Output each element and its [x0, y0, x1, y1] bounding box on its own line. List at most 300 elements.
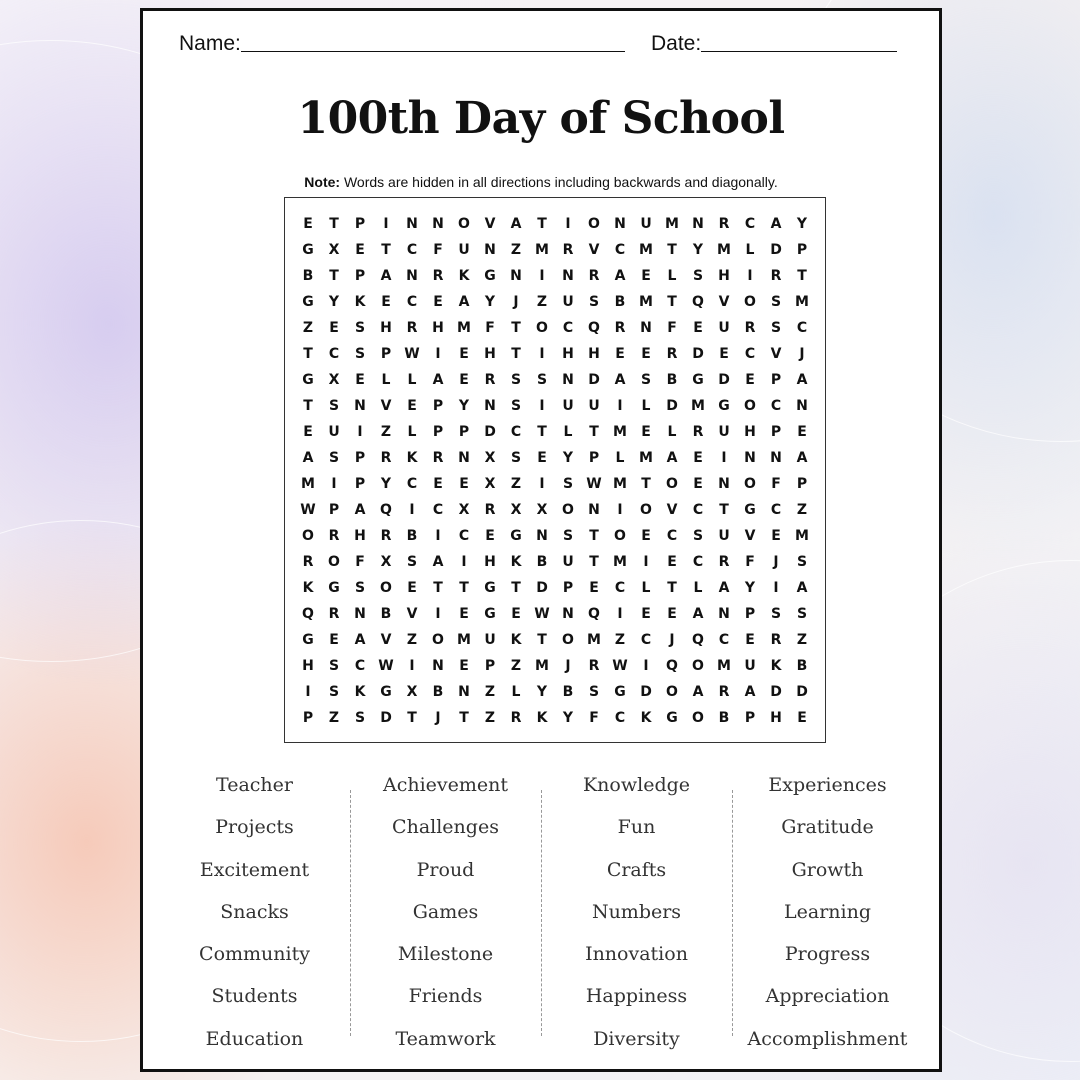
grid-letter[interactable]: U — [562, 554, 574, 570]
grid-letter[interactable]: E — [641, 268, 651, 284]
grid-letter[interactable]: P — [744, 606, 756, 622]
grid-letter[interactable]: A — [796, 372, 808, 388]
grid-letter[interactable]: K — [770, 658, 782, 674]
grid-letter[interactable]: E — [433, 294, 443, 310]
grid-letter[interactable]: D — [718, 372, 730, 388]
grid-letter[interactable]: C — [692, 502, 704, 518]
grid-letter[interactable]: E — [433, 476, 443, 492]
date-field[interactable] — [651, 31, 897, 56]
grid-letter[interactable]: I — [461, 554, 467, 570]
grid-letter[interactable]: O — [432, 632, 444, 648]
grid-letter[interactable]: G — [666, 710, 678, 726]
grid-letter[interactable]: B — [536, 554, 548, 570]
grid-letter[interactable]: F — [771, 476, 781, 492]
grid-letter[interactable]: N — [718, 476, 730, 492]
grid-letter[interactable]: I — [435, 528, 441, 544]
grid-letter[interactable]: C — [666, 528, 678, 544]
grid-letter[interactable]: O — [458, 216, 470, 232]
grid-letter[interactable]: Q — [692, 294, 704, 310]
grid-letter[interactable]: T — [511, 346, 521, 362]
grid-letter[interactable]: W — [586, 476, 602, 492]
grid-letter[interactable]: M — [613, 476, 627, 492]
grid-letter[interactable]: B — [718, 710, 730, 726]
grid-letter[interactable]: O — [328, 554, 340, 570]
grid-letter[interactable]: P — [796, 242, 808, 258]
grid-letter[interactable]: E — [745, 372, 755, 388]
grid-letter[interactable]: M — [691, 398, 705, 414]
grid-letter[interactable]: I — [617, 502, 623, 518]
grid-letter[interactable]: C — [770, 398, 782, 414]
grid-letter[interactable]: H — [432, 320, 444, 336]
grid-letter[interactable]: N — [536, 528, 548, 544]
grid-letter[interactable]: V — [380, 632, 392, 648]
grid-letter[interactable]: I — [565, 216, 571, 232]
grid-letter[interactable]: R — [484, 372, 496, 388]
grid-letter[interactable]: Y — [692, 242, 704, 258]
grid-letter[interactable]: C — [406, 242, 418, 258]
grid-letter[interactable]: A — [770, 216, 782, 232]
grid-letter[interactable]: D — [666, 398, 678, 414]
grid-letter[interactable]: G — [302, 242, 314, 258]
grid-letter[interactable]: M — [795, 294, 809, 310]
grid-letter[interactable]: I — [357, 424, 363, 440]
grid-letter[interactable]: U — [744, 658, 756, 674]
grid-letter[interactable]: K — [536, 710, 548, 726]
grid-letter[interactable]: Y — [744, 580, 756, 596]
grid-letter[interactable]: X — [484, 476, 496, 492]
grid-letter[interactable]: T — [381, 242, 391, 258]
grid-letter[interactable]: U — [588, 398, 600, 414]
grid-letter[interactable]: T — [329, 216, 339, 232]
grid-letter[interactable]: M — [717, 658, 731, 674]
grid-letter[interactable]: U — [484, 632, 496, 648]
grid-letter[interactable]: P — [562, 580, 574, 596]
grid-letter[interactable]: I — [435, 606, 441, 622]
grid-letter[interactable]: P — [484, 658, 496, 674]
grid-letter[interactable]: S — [354, 710, 366, 726]
grid-letter[interactable]: E — [797, 710, 807, 726]
grid-letter[interactable]: R — [718, 684, 730, 700]
grid-letter[interactable]: A — [432, 554, 444, 570]
grid-letter[interactable]: Z — [614, 632, 626, 648]
grid-letter[interactable]: E — [693, 476, 703, 492]
grid-letter[interactable]: F — [589, 710, 599, 726]
grid-letter[interactable]: T — [303, 346, 313, 362]
grid-letter[interactable]: S — [770, 320, 782, 336]
grid-letter[interactable]: M — [613, 554, 627, 570]
grid-letter[interactable]: T — [667, 242, 677, 258]
grid-letter[interactable]: J — [773, 554, 779, 570]
grid-letter[interactable]: N — [562, 606, 574, 622]
grid-letter[interactable]: V — [380, 398, 392, 414]
grid-letter[interactable]: L — [693, 580, 703, 596]
grid-letter[interactable]: B — [302, 268, 314, 284]
grid-letter[interactable]: I — [721, 450, 727, 466]
grid-letter[interactable]: R — [406, 320, 418, 336]
grid-letter[interactable]: N — [406, 268, 418, 284]
grid-letter[interactable]: D — [770, 684, 782, 700]
grid-letter[interactable]: B — [796, 658, 808, 674]
grid-letter[interactable]: Y — [796, 216, 808, 232]
grid-letter[interactable]: T — [537, 216, 547, 232]
grid-letter[interactable]: O — [692, 658, 704, 674]
grid-letter[interactable]: T — [719, 502, 729, 518]
grid-letter[interactable]: X — [328, 242, 340, 258]
grid-letter[interactable]: P — [588, 450, 600, 466]
grid-letter[interactable]: N — [432, 216, 444, 232]
name-line[interactable] — [241, 31, 625, 52]
grid-letter[interactable]: T — [589, 528, 599, 544]
grid-letter[interactable]: Y — [562, 450, 574, 466]
grid-letter[interactable]: U — [328, 424, 340, 440]
grid-letter[interactable]: B — [614, 294, 626, 310]
grid-letter[interactable]: N — [510, 268, 522, 284]
grid-letter[interactable]: Z — [484, 684, 496, 700]
grid-letter[interactable]: O — [380, 580, 392, 596]
grid-letter[interactable]: O — [640, 502, 652, 518]
grid-letter[interactable]: N — [588, 502, 600, 518]
grid-letter[interactable]: R — [432, 268, 444, 284]
grid-letter[interactable]: B — [380, 606, 392, 622]
grid-letter[interactable]: T — [511, 580, 521, 596]
grid-letter[interactable]: E — [667, 554, 677, 570]
grid-letter[interactable]: S — [354, 320, 366, 336]
grid-letter[interactable]: S — [354, 346, 366, 362]
grid-letter[interactable]: O — [302, 528, 314, 544]
grid-letter[interactable]: T — [511, 320, 521, 336]
grid-letter[interactable]: R — [380, 528, 392, 544]
grid-letter[interactable]: Y — [380, 476, 392, 492]
grid-letter[interactable]: J — [435, 710, 441, 726]
grid-letter[interactable]: Q — [588, 606, 600, 622]
grid-letter[interactable]: S — [796, 554, 808, 570]
grid-letter[interactable]: G — [718, 398, 730, 414]
grid-letter[interactable]: C — [562, 320, 574, 336]
grid-letter[interactable]: L — [381, 372, 391, 388]
grid-letter[interactable]: I — [331, 476, 337, 492]
grid-letter[interactable]: T — [459, 580, 469, 596]
grid-letter[interactable]: P — [328, 502, 340, 518]
grid-letter[interactable]: O — [536, 320, 548, 336]
grid-letter[interactable]: T — [537, 632, 547, 648]
grid-letter[interactable]: I — [643, 554, 649, 570]
grid-letter[interactable]: S — [562, 476, 574, 492]
grid-letter[interactable]: T — [329, 268, 339, 284]
grid-letter[interactable]: L — [563, 424, 573, 440]
grid-letter[interactable]: O — [562, 632, 574, 648]
grid-letter[interactable]: C — [614, 710, 626, 726]
grid-letter[interactable]: K — [510, 632, 522, 648]
grid-letter[interactable]: A — [354, 502, 366, 518]
grid-letter[interactable]: V — [588, 242, 600, 258]
grid-letter[interactable]: I — [435, 346, 441, 362]
grid-letter[interactable]: M — [535, 242, 549, 258]
grid-letter[interactable]: K — [302, 580, 314, 596]
grid-letter[interactable]: Z — [510, 242, 522, 258]
grid-letter[interactable]: Z — [380, 424, 392, 440]
grid-letter[interactable]: C — [692, 554, 704, 570]
grid-letter[interactable]: X — [484, 450, 496, 466]
grid-letter[interactable]: Y — [458, 398, 470, 414]
grid-letter[interactable]: Y — [328, 294, 340, 310]
grid-letter[interactable]: S — [770, 294, 782, 310]
grid-letter[interactable]: Y — [536, 684, 548, 700]
grid-letter[interactable]: N — [744, 450, 756, 466]
grid-letter[interactable]: A — [666, 450, 678, 466]
grid-letter[interactable]: P — [354, 450, 366, 466]
grid-letter[interactable]: D — [692, 346, 704, 362]
grid-letter[interactable]: Z — [302, 320, 314, 336]
grid-letter[interactable]: D — [796, 684, 808, 700]
grid-letter[interactable]: E — [407, 580, 417, 596]
grid-letter[interactable]: H — [562, 346, 574, 362]
grid-letter[interactable]: I — [305, 684, 311, 700]
grid-letter[interactable]: T — [407, 710, 417, 726]
grid-letter[interactable]: N — [406, 216, 418, 232]
grid-letter[interactable]: P — [302, 710, 314, 726]
grid-letter[interactable]: Z — [796, 632, 808, 648]
grid-letter[interactable]: N — [354, 398, 366, 414]
grid-letter[interactable]: P — [354, 268, 366, 284]
grid-letter[interactable]: N — [640, 320, 652, 336]
grid-letter[interactable]: T — [459, 710, 469, 726]
grid-letter[interactable]: Q — [302, 606, 314, 622]
grid-letter[interactable]: R — [770, 268, 782, 284]
grid-letter[interactable]: E — [355, 242, 365, 258]
grid-letter[interactable]: G — [692, 372, 704, 388]
grid-letter[interactable]: D — [380, 710, 392, 726]
grid-letter[interactable]: N — [484, 242, 496, 258]
grid-letter[interactable]: X — [536, 502, 548, 518]
grid-letter[interactable]: C — [614, 580, 626, 596]
grid-letter[interactable]: P — [770, 424, 782, 440]
grid-letter[interactable]: A — [354, 632, 366, 648]
grid-letter[interactable]: V — [666, 502, 678, 518]
grid-letter[interactable]: R — [484, 502, 496, 518]
grid-letter[interactable]: V — [406, 606, 418, 622]
grid-letter[interactable]: L — [407, 424, 417, 440]
grid-letter[interactable]: I — [617, 398, 623, 414]
grid-letter[interactable]: I — [539, 476, 545, 492]
grid-letter[interactable]: C — [640, 632, 652, 648]
grid-letter[interactable]: Z — [328, 710, 340, 726]
grid-letter[interactable]: C — [796, 320, 808, 336]
grid-letter[interactable]: W — [612, 658, 628, 674]
grid-letter[interactable]: C — [354, 658, 366, 674]
grid-letter[interactable]: F — [485, 320, 495, 336]
grid-letter[interactable]: A — [432, 372, 444, 388]
grid-letter[interactable]: P — [744, 710, 756, 726]
grid-letter[interactable]: A — [614, 372, 626, 388]
grid-letter[interactable]: X — [328, 372, 340, 388]
grid-letter[interactable]: E — [459, 372, 469, 388]
grid-letter[interactable]: R — [588, 268, 600, 284]
grid-letter[interactable]: S — [562, 528, 574, 544]
grid-letter[interactable]: B — [562, 684, 574, 700]
grid-letter[interactable]: S — [328, 450, 340, 466]
grid-letter[interactable]: G — [744, 502, 756, 518]
grid-letter[interactable]: P — [432, 424, 444, 440]
grid-letter[interactable]: A — [796, 580, 808, 596]
grid-letter[interactable]: R — [718, 554, 730, 570]
grid-letter[interactable]: N — [484, 398, 496, 414]
grid-letter[interactable]: S — [510, 372, 522, 388]
grid-letter[interactable]: F — [667, 320, 677, 336]
grid-letter[interactable]: V — [484, 216, 496, 232]
grid-letter[interactable]: Z — [484, 710, 496, 726]
grid-letter[interactable]: H — [354, 528, 366, 544]
grid-letter[interactable]: I — [409, 658, 415, 674]
grid-letter[interactable]: J — [799, 346, 805, 362]
grid-letter[interactable]: N — [614, 216, 626, 232]
grid-letter[interactable]: I — [539, 268, 545, 284]
grid-letter[interactable]: E — [719, 346, 729, 362]
grid-letter[interactable]: O — [562, 502, 574, 518]
grid-letter[interactable]: H — [744, 424, 756, 440]
grid-letter[interactable]: V — [744, 528, 756, 544]
grid-letter[interactable]: T — [641, 476, 651, 492]
date-line[interactable] — [701, 31, 897, 52]
grid-letter[interactable]: H — [302, 658, 314, 674]
grid-letter[interactable]: T — [589, 424, 599, 440]
grid-letter[interactable]: G — [328, 580, 340, 596]
grid-letter[interactable]: N — [770, 450, 782, 466]
grid-letter[interactable]: F — [745, 554, 755, 570]
grid-letter[interactable]: H — [718, 268, 730, 284]
grid-letter[interactable]: X — [380, 554, 392, 570]
grid-letter[interactable]: W — [378, 658, 394, 674]
grid-letter[interactable]: A — [692, 684, 704, 700]
grid-letter[interactable]: E — [693, 450, 703, 466]
grid-letter[interactable]: C — [406, 476, 418, 492]
grid-letter[interactable]: K — [510, 554, 522, 570]
grid-letter[interactable]: G — [302, 294, 314, 310]
grid-letter[interactable]: E — [329, 632, 339, 648]
grid-letter[interactable]: B — [432, 684, 444, 700]
grid-letter[interactable]: R — [302, 554, 314, 570]
grid-letter[interactable]: S — [328, 658, 340, 674]
grid-letter[interactable]: S — [510, 450, 522, 466]
grid-letter[interactable]: E — [303, 424, 313, 440]
grid-letter[interactable]: E — [641, 606, 651, 622]
grid-letter[interactable]: Y — [484, 294, 496, 310]
grid-letter[interactable]: M — [535, 658, 549, 674]
grid-letter[interactable]: L — [667, 268, 677, 284]
grid-letter[interactable]: E — [329, 320, 339, 336]
grid-letter[interactable]: S — [770, 606, 782, 622]
grid-letter[interactable]: K — [354, 294, 366, 310]
grid-letter[interactable]: N — [354, 606, 366, 622]
grid-letter[interactable]: U — [562, 398, 574, 414]
grid-letter[interactable]: M — [639, 450, 653, 466]
grid-letter[interactable]: N — [562, 372, 574, 388]
grid-letter[interactable]: O — [744, 476, 756, 492]
grid-letter[interactable]: Z — [510, 476, 522, 492]
grid-letter[interactable]: T — [303, 398, 313, 414]
grid-letter[interactable]: N — [796, 398, 808, 414]
grid-letter[interactable]: R — [718, 216, 730, 232]
grid-letter[interactable]: L — [615, 450, 625, 466]
grid-letter[interactable]: S — [692, 268, 704, 284]
grid-letter[interactable]: K — [354, 684, 366, 700]
grid-letter[interactable]: C — [718, 632, 730, 648]
grid-letter[interactable]: Z — [796, 502, 808, 518]
grid-letter[interactable]: K — [640, 710, 652, 726]
grid-letter[interactable]: L — [511, 684, 521, 700]
grid-letter[interactable]: Y — [562, 710, 574, 726]
grid-letter[interactable]: S — [406, 554, 418, 570]
grid-letter[interactable]: C — [510, 424, 522, 440]
grid-letter[interactable]: G — [614, 684, 626, 700]
grid-letter[interactable]: G — [510, 528, 522, 544]
grid-letter[interactable]: S — [510, 398, 522, 414]
grid-letter[interactable]: E — [407, 398, 417, 414]
grid-letter[interactable]: H — [588, 346, 600, 362]
grid-letter[interactable]: P — [380, 346, 392, 362]
grid-letter[interactable]: E — [485, 528, 495, 544]
grid-letter[interactable]: U — [718, 320, 730, 336]
grid-letter[interactable]: D — [536, 580, 548, 596]
grid-letter[interactable]: S — [796, 606, 808, 622]
grid-letter[interactable]: Z — [406, 632, 418, 648]
grid-letter[interactable]: I — [617, 606, 623, 622]
grid-letter[interactable]: P — [770, 372, 782, 388]
grid-letter[interactable]: A — [380, 268, 392, 284]
grid-letter[interactable]: R — [744, 320, 756, 336]
grid-letter[interactable]: O — [744, 398, 756, 414]
grid-letter[interactable]: E — [589, 580, 599, 596]
grid-letter[interactable]: T — [433, 580, 443, 596]
grid-letter[interactable]: S — [588, 294, 600, 310]
grid-letter[interactable]: R — [666, 346, 678, 362]
grid-letter[interactable]: A — [614, 268, 626, 284]
grid-letter[interactable]: S — [328, 684, 340, 700]
grid-letter[interactable]: A — [458, 294, 470, 310]
grid-letter[interactable]: S — [640, 372, 652, 388]
grid-letter[interactable]: M — [639, 242, 653, 258]
grid-letter[interactable]: I — [773, 580, 779, 596]
grid-letter[interactable]: H — [380, 320, 392, 336]
grid-letter[interactable]: K — [406, 450, 418, 466]
grid-letter[interactable]: C — [458, 528, 470, 544]
grid-letter[interactable]: C — [328, 346, 340, 362]
grid-letter[interactable]: X — [406, 684, 418, 700]
grid-letter[interactable]: C — [744, 346, 756, 362]
grid-letter[interactable]: E — [303, 216, 313, 232]
grid-letter[interactable]: C — [770, 502, 782, 518]
grid-letter[interactable]: N — [692, 216, 704, 232]
grid-letter[interactable]: T — [589, 554, 599, 570]
grid-letter[interactable]: M — [795, 528, 809, 544]
grid-letter[interactable]: P — [458, 424, 470, 440]
grid-letter[interactable]: V — [718, 294, 730, 310]
grid-letter[interactable]: J — [669, 632, 675, 648]
grid-letter[interactable]: L — [641, 398, 651, 414]
grid-letter[interactable]: A — [692, 606, 704, 622]
grid-letter[interactable]: Q — [666, 658, 678, 674]
grid-letter[interactable]: M — [613, 424, 627, 440]
grid-letter[interactable]: I — [383, 216, 389, 232]
grid-letter[interactable]: L — [641, 580, 651, 596]
grid-letter[interactable]: G — [484, 268, 496, 284]
grid-letter[interactable]: T — [537, 424, 547, 440]
grid-letter[interactable]: C — [406, 294, 418, 310]
grid-letter[interactable]: Q — [692, 632, 704, 648]
grid-letter[interactable]: E — [641, 346, 651, 362]
grid-letter[interactable]: H — [484, 554, 496, 570]
grid-letter[interactable]: D — [484, 424, 496, 440]
grid-letter[interactable]: E — [641, 424, 651, 440]
